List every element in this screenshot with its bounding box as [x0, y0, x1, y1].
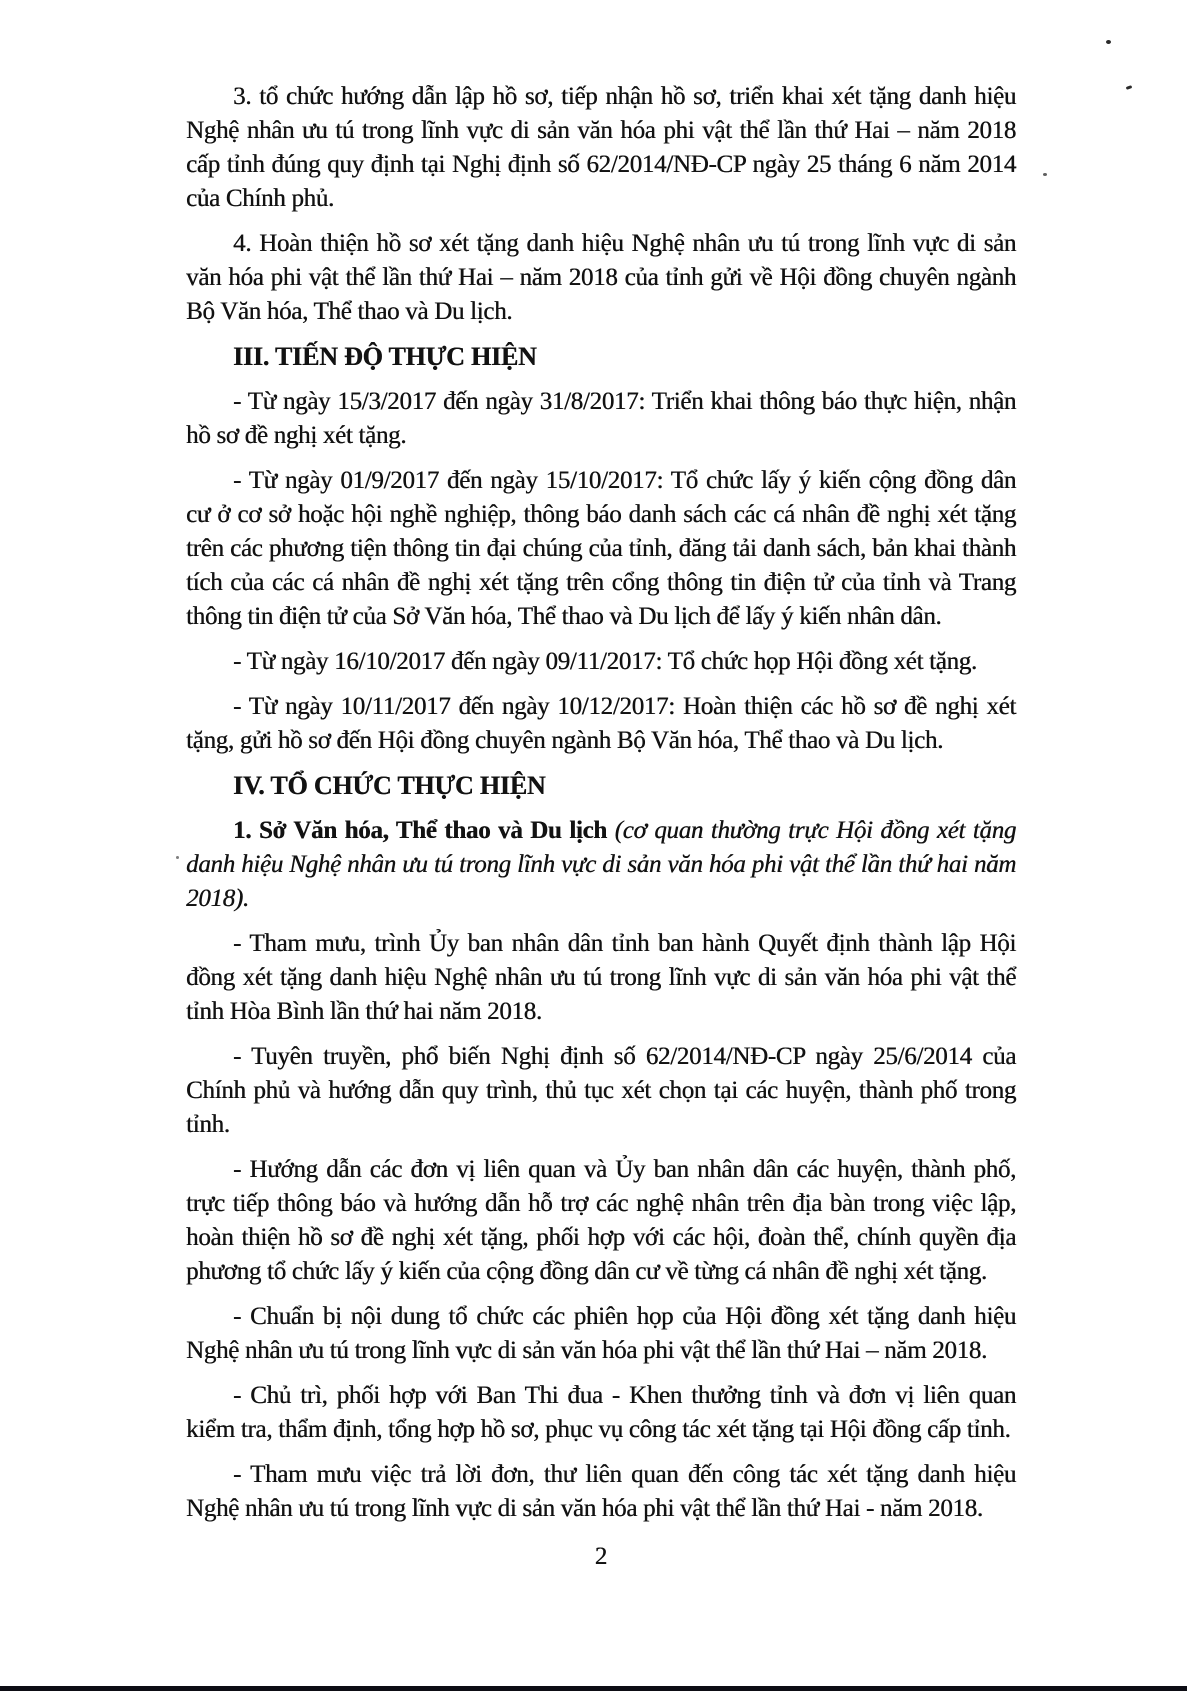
paragraph-task-2: - Tuyên truyền, phổ biến Nghị định số 62/2014/NĐ-CP ngày 25/6/2014 của Chính phủ và hướng dẫn quy trình, thủ tục xét chọn tại các huyện, thành phố trong tỉnh. [186, 1043, 1016, 1138]
paragraph-timeline-1: - Từ ngày 15/3/2017 đến ngày 31/8/2017: Triển khai thông báo thực hiện, nhận hồ sơ đề nghị xét tặng. [186, 388, 1016, 449]
scan-speck [1043, 173, 1047, 176]
paragraph-agency-lead [186, 814, 1016, 916]
section-heading-progress: III. TIẾN ĐỘ THỰC HIỆN [233, 342, 537, 371]
paragraph-task-4: - Chuẩn bị nội dung tổ chức các phiên họp của Hội đồng xét tặng danh hiệu Nghệ nhân ưu tú trong lĩnh vực di sản văn hóa phi vật thể lần thứ Hai – năm 2018. [186, 1303, 1016, 1364]
scan-speck [1106, 40, 1111, 44]
paragraph-item-3: 3. tổ chức hướng dẫn lập hồ sơ, tiếp nhận hồ sơ, triển khai xét tặng danh hiệu Nghệ nhân ưu tú trong lĩnh vực di sản văn hóa phi vật thể lần thứ Hai – năm 2018 cấp tỉnh đúng quy định tại Nghị định số 62/2014/NĐ-CP ngày 25 tháng 6 năm 2014 của Chính phủ. [186, 83, 1016, 212]
paragraph-timeline-3: - Từ ngày 16/10/2017 đến ngày 09/11/2017: Tổ chức họp Hội đồng xét tặng. [233, 648, 977, 675]
scan-bottom-edge [0, 1686, 1187, 1691]
paragraph-timeline-2: - Từ ngày 01/9/2017 đến ngày 15/10/2017: Tổ chức lấy ý kiến cộng đồng dân cư ở cơ sở hoặc hội nghề nghiệp, thông báo danh sách các cá nhân đề nghị xét tặng trên các phương tiện thông tin đại chúng của tỉnh, đăng tải danh sách, bản khai thành tích của các cá nhân đề nghị xét tặng trên cổng thông tin điện tử của tỉnh và Trang thông tin điện tử của Sở Văn hóa, Thể thao và Du lịch để lấy ý kiến nhân dân. [186, 467, 1016, 630]
scan-speck [1126, 85, 1133, 90]
paragraph-task-5: - Chủ trì, phối hợp với Ban Thi đua - Khen thưởng tỉnh và đơn vị liên quan kiểm tra, thẩm định, tổng hợp hồ sơ, phục vụ công tác xét tặng tại Hội đồng cấp tỉnh. [186, 1382, 1016, 1443]
agency-name-bold: 1. Sở Văn hóa, Thể thao và Du lịch [233, 817, 615, 844]
paragraph-task-6: - Tham mưu việc trả lời đơn, thư liên quan đến công tác xét tặng danh hiệu Nghệ nhân ưu tú trong lĩnh vực di sản văn hóa phi vật thể lần thứ Hai - năm 2018. [186, 1461, 1016, 1522]
page-number: 2 [594, 1543, 608, 1570]
agency-role-italic: (cơ quan thường trực Hội đồng xét tặng danh hiệu Nghệ nhân ưu tú trong lĩnh vực di sản văn hóa phi vật thể lần thứ hai năm 2018). [186, 817, 1016, 912]
document-page [186, 80, 1016, 1572]
paragraph-timeline-4: - Từ ngày 10/11/2017 đến ngày 10/12/2017: Hoàn thiện các hồ sơ đề nghị xét tặng, gửi hồ sơ đến Hội đồng chuyên ngành Bộ Văn hóa, Thể thao và Du lịch. [186, 693, 1016, 754]
scan-speck [176, 856, 179, 859]
paragraph-task-3: - Hướng dẫn các đơn vị liên quan và Ủy ban nhân dân các huyện, thành phố, trực tiếp thông báo và hướng dẫn hỗ trợ các nghệ nhân trên địa bàn trong việc lập, hoàn thiện hồ sơ đề nghị xét tặng, phối hợp với các hội, đoàn thể, chính quyền địa phương tổ chức lấy ý kiến của cộng đồng dân cư về từng cá nhân đề nghị xét tặng. [186, 1156, 1016, 1285]
paragraph-task-1: - Tham mưu, trình Ủy ban nhân dân tỉnh ban hành Quyết định thành lập Hội đồng xét tặng danh hiệu Nghệ nhân ưu tú trong lĩnh vực di sản văn hóa phi vật thể tỉnh Hòa Bình lần thứ hai năm 2018. [186, 930, 1016, 1025]
section-heading-implementation: IV. TỔ CHỨC THỰC HIỆN [233, 771, 546, 800]
paragraph-item-4: 4. Hoàn thiện hồ sơ xét tặng danh hiệu Nghệ nhân ưu tú trong lĩnh vực di sản văn hóa phi vật thể lần thứ Hai – năm 2018 của tỉnh gửi về Hội đồng chuyên ngành Bộ Văn hóa, Thể thao và Du lịch. [186, 230, 1016, 325]
